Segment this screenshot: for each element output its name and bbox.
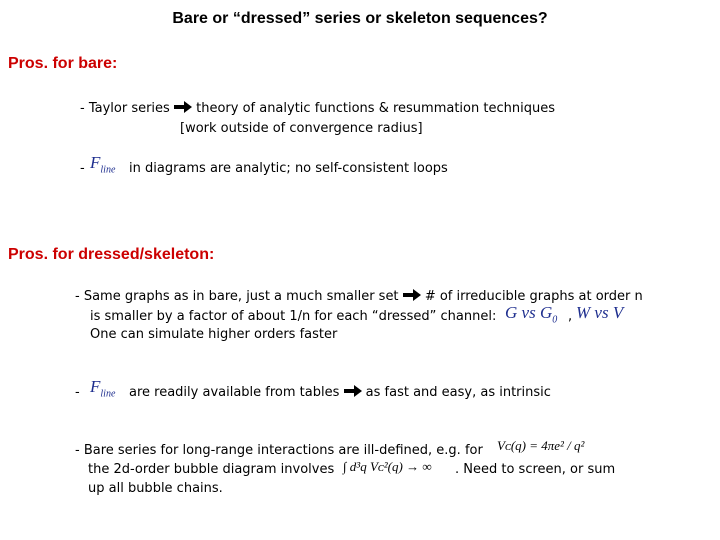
- dressed-item-2: [129, 384, 551, 401]
- dressed-item-1-formula-g: [505, 303, 557, 325]
- bare-item-2-text: in diagrams are analytic; no self-consistent loops: [129, 161, 448, 176]
- dressed-item-1-formula-w: W vs V: [576, 303, 624, 322]
- dressed-item-3-line2-post: . Need to screen, or sum: [455, 462, 616, 477]
- dressed-item-3-line1: - Bare series for long-range interactions are ill-defined, e.g. for: [75, 443, 483, 458]
- formula-sub: line: [100, 388, 116, 400]
- dressed-item-1-text-post: # of irreducible graphs at order n: [424, 289, 643, 304]
- dressed-item-1-text-pre: - Same graphs as in bare, just a much smaller set: [75, 289, 399, 304]
- right-arrow-icon: [403, 289, 421, 301]
- section-heading-dressed: Pros. for dressed/skeleton:: [8, 246, 215, 263]
- section-heading-bare: Pros. for bare:: [8, 55, 118, 72]
- dressed-item-1: [75, 288, 643, 305]
- dressed-item-2-formula: [90, 377, 115, 399]
- page-title: Bare or “dressed” series or skeleton sequences?: [172, 10, 548, 27]
- bare-item-1-continuation: [work outside of convergence radius]: [180, 121, 423, 136]
- bare-item-1-text-post: theory of analytic functions & resummation techniques: [196, 101, 555, 116]
- dressed-item-2-text-post: as fast and easy, as intrinsic: [365, 385, 551, 400]
- formula-main: F: [90, 153, 101, 172]
- bare-item-2-formula: [90, 153, 115, 175]
- bare-item-1-text-pre: - Taylor series: [80, 101, 170, 116]
- bare-item-2-dash: -: [80, 161, 85, 176]
- right-arrow-icon: [344, 385, 362, 397]
- formula-main: F: [90, 377, 101, 396]
- dressed-item-2-dash: -: [75, 385, 80, 400]
- dressed-item-3-formula-integral: ∫ d³q Vᴄ²(q) → ∞: [343, 459, 432, 474]
- formula-main: G vs G: [505, 303, 553, 322]
- dressed-item-1-line2: is smaller by a factor of about 1/n for each “dressed” channel:: [90, 309, 497, 324]
- right-arrow-icon: [174, 101, 192, 113]
- dressed-item-3-formula-vc: Vᴄ(q) = 4πe² / q²: [497, 438, 585, 453]
- dressed-item-3-line2-pre: the 2d-order bubble diagram involves: [88, 462, 335, 477]
- dressed-item-1-line3: One can simulate higher orders faster: [90, 327, 338, 342]
- formula-sub: 0: [552, 314, 558, 326]
- dressed-item-1-separator: ,: [568, 309, 573, 324]
- dressed-item-2-text-pre: are readily available from tables: [129, 385, 340, 400]
- dressed-item-3-line3: up all bubble chains.: [88, 481, 223, 496]
- formula-sub: line: [100, 164, 116, 176]
- bare-item-1: [80, 100, 555, 117]
